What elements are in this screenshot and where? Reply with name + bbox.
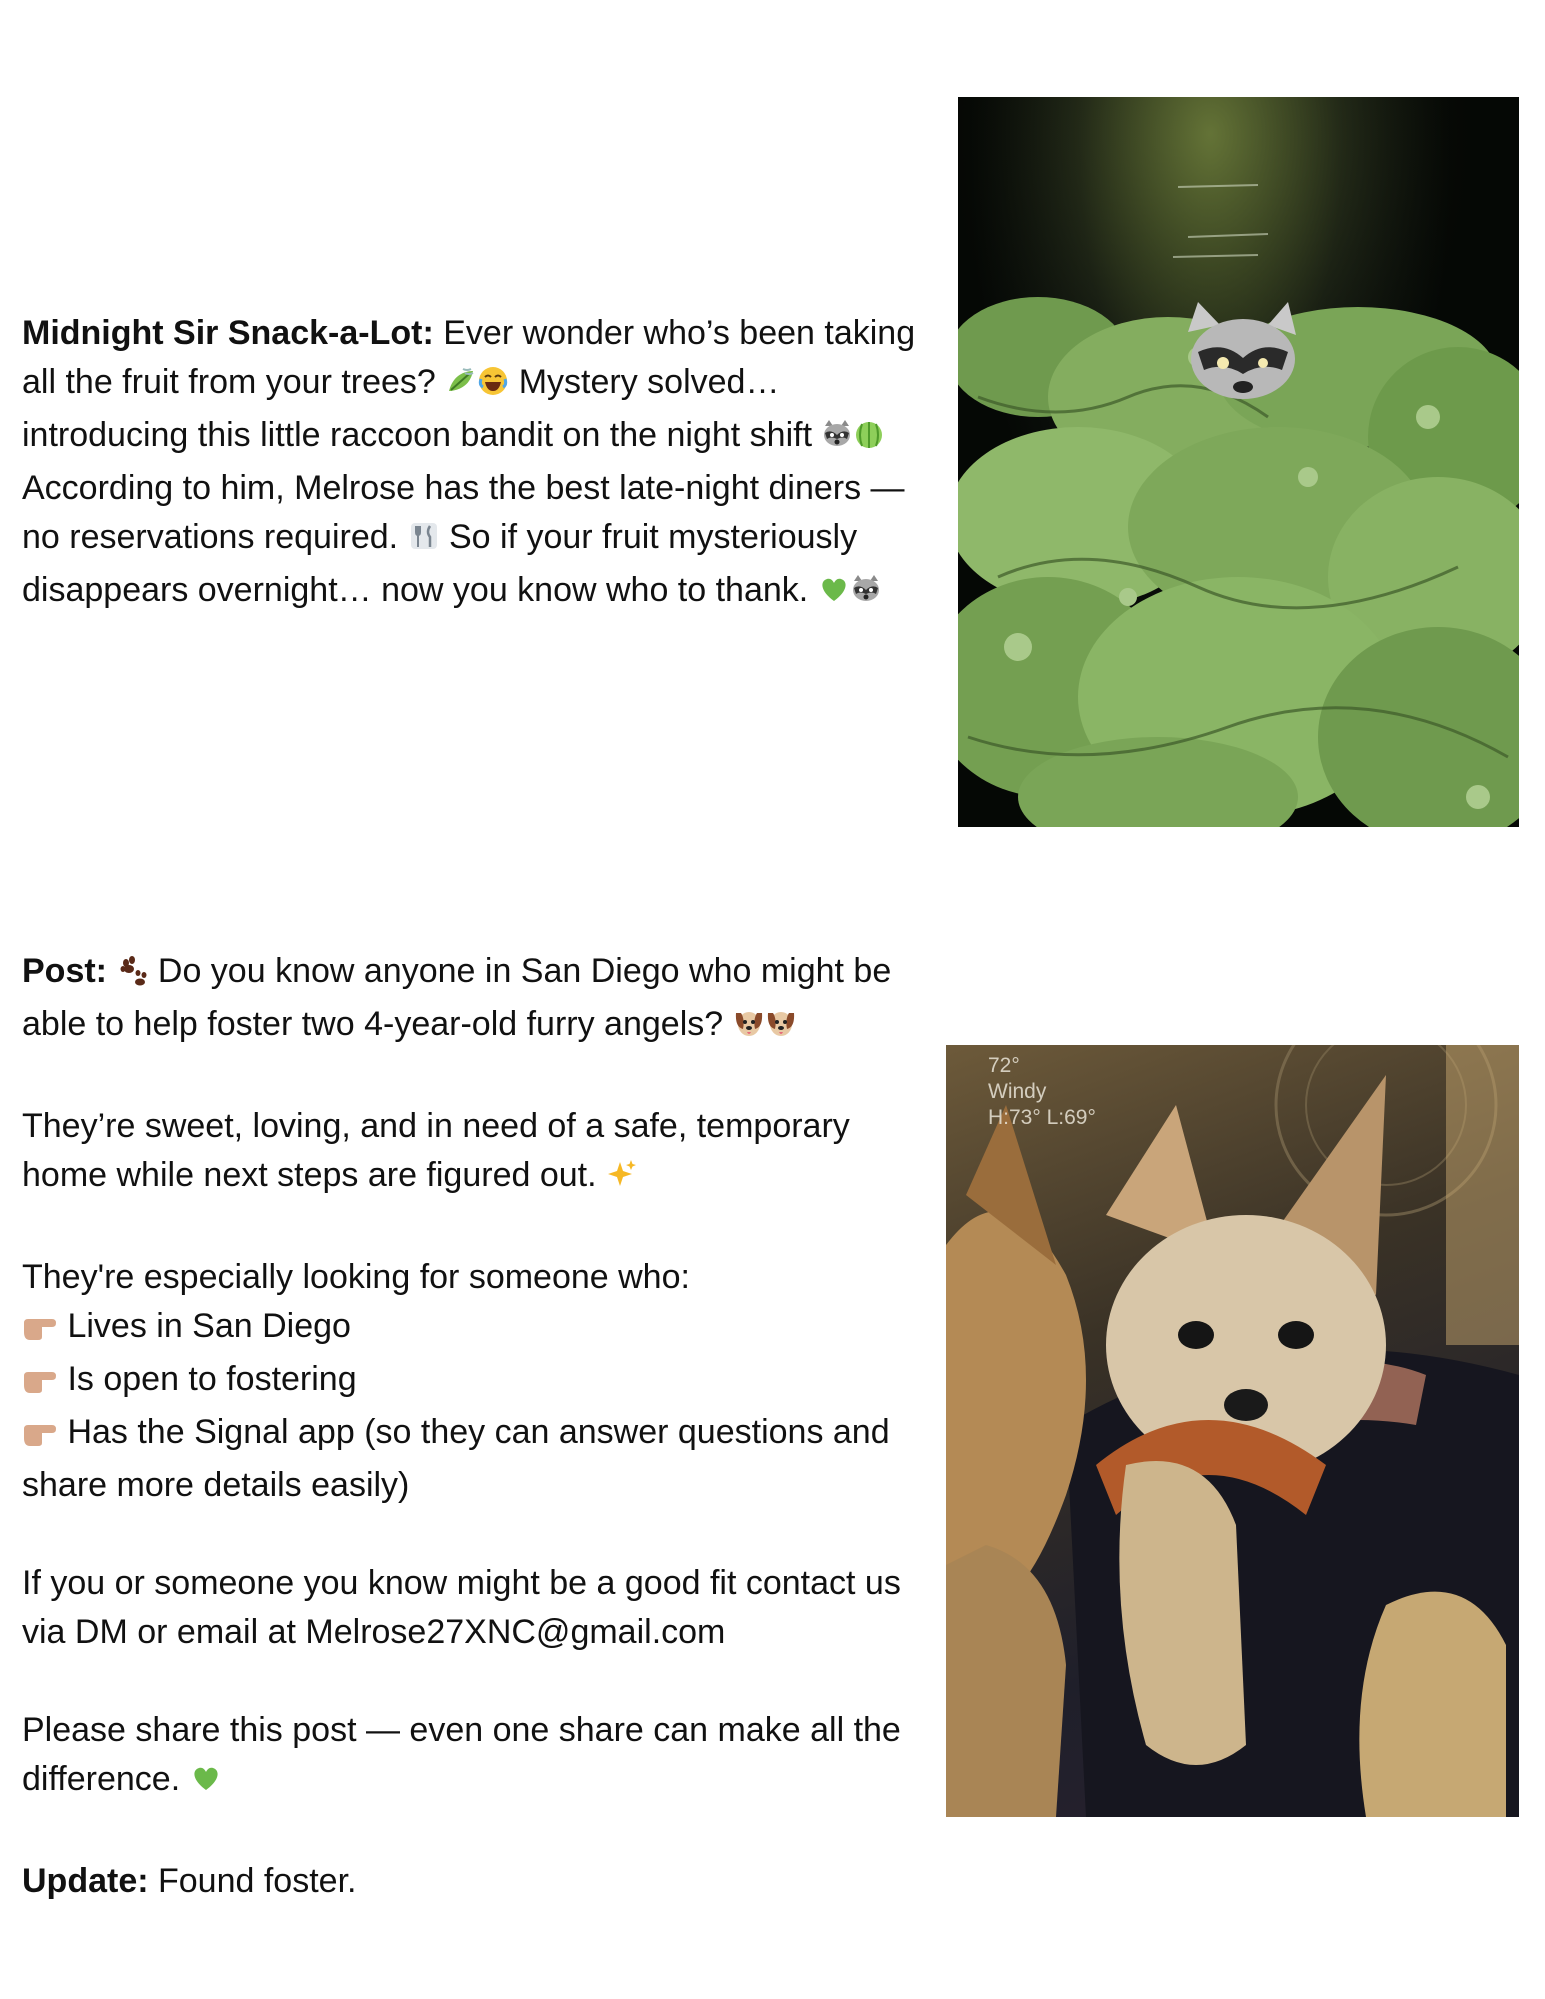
- green-heart-icon: [190, 1759, 222, 1808]
- foster-description: They’re sweet, loving, and in need of a safe, temporary home while next steps are figured out.: [22, 1102, 942, 1204]
- dog-face-icon: [765, 1004, 797, 1053]
- raccoon-icon: [850, 570, 882, 619]
- raccoon-icon: [821, 415, 853, 464]
- laughing-face-icon: [477, 362, 509, 411]
- list-item: Is open to fostering: [22, 1355, 942, 1408]
- pointing-hand-icon: [22, 1412, 58, 1461]
- raccoon-post-title: Midnight Sir Snack-a-Lot:: [22, 314, 434, 352]
- update-line: Update: Found foster.: [22, 1862, 357, 1900]
- weather-condition: Windy: [988, 1080, 1047, 1103]
- leaf-wind-icon: [445, 362, 477, 411]
- fork-knife-icon: [408, 517, 440, 566]
- sparkles-icon: [606, 1155, 638, 1204]
- criteria-intro: They're especially looking for someone who:: [22, 1258, 690, 1296]
- dog-face-icon: [733, 1004, 765, 1053]
- dog-photo: [946, 1045, 1519, 1817]
- post-label: Post:: [22, 952, 107, 990]
- pointing-hand-icon: [22, 1306, 58, 1355]
- update-label: Update:: [22, 1862, 149, 1900]
- foster-intro: Post: Do you know anyone in San Diego who might be able to help foster two 4-year-old furry angels?: [22, 947, 942, 1053]
- paw-prints-icon: [116, 951, 148, 1000]
- weather-temp: 72°: [988, 1054, 1020, 1077]
- foster-post: [22, 947, 942, 1906]
- weather-widget: [988, 1053, 1096, 1131]
- contact-text: If you or someone you know might be a good fit contact us via DM or email at Melrose27XNC@gmail.com: [22, 1564, 901, 1651]
- raccoon-post: [22, 309, 942, 619]
- raccoon-post-text: Midnight Sir Snack-a-Lot: Ever wonder who’s been taking all the fruit from your trees? Mystery solved… introducing this little raccoon bandit on the night shift According to him, Melrose has the best late-night diners — no reservations required. So if your fruit mysteriously disappears overnight… now you know who to thank.: [22, 309, 942, 619]
- pointing-hand-icon: [22, 1359, 58, 1408]
- green-heart-icon: [818, 570, 850, 619]
- list-item: Has the Signal app (so they can answer questions and share more details easily): [22, 1413, 890, 1504]
- weather-range: H:73° L:69°: [988, 1106, 1096, 1129]
- share-text: Please share this post — even one share can make all the difference.: [22, 1706, 942, 1808]
- list-item: Lives in San Diego: [22, 1302, 942, 1355]
- melon-icon: [853, 415, 885, 464]
- raccoon-photo: [958, 97, 1519, 827]
